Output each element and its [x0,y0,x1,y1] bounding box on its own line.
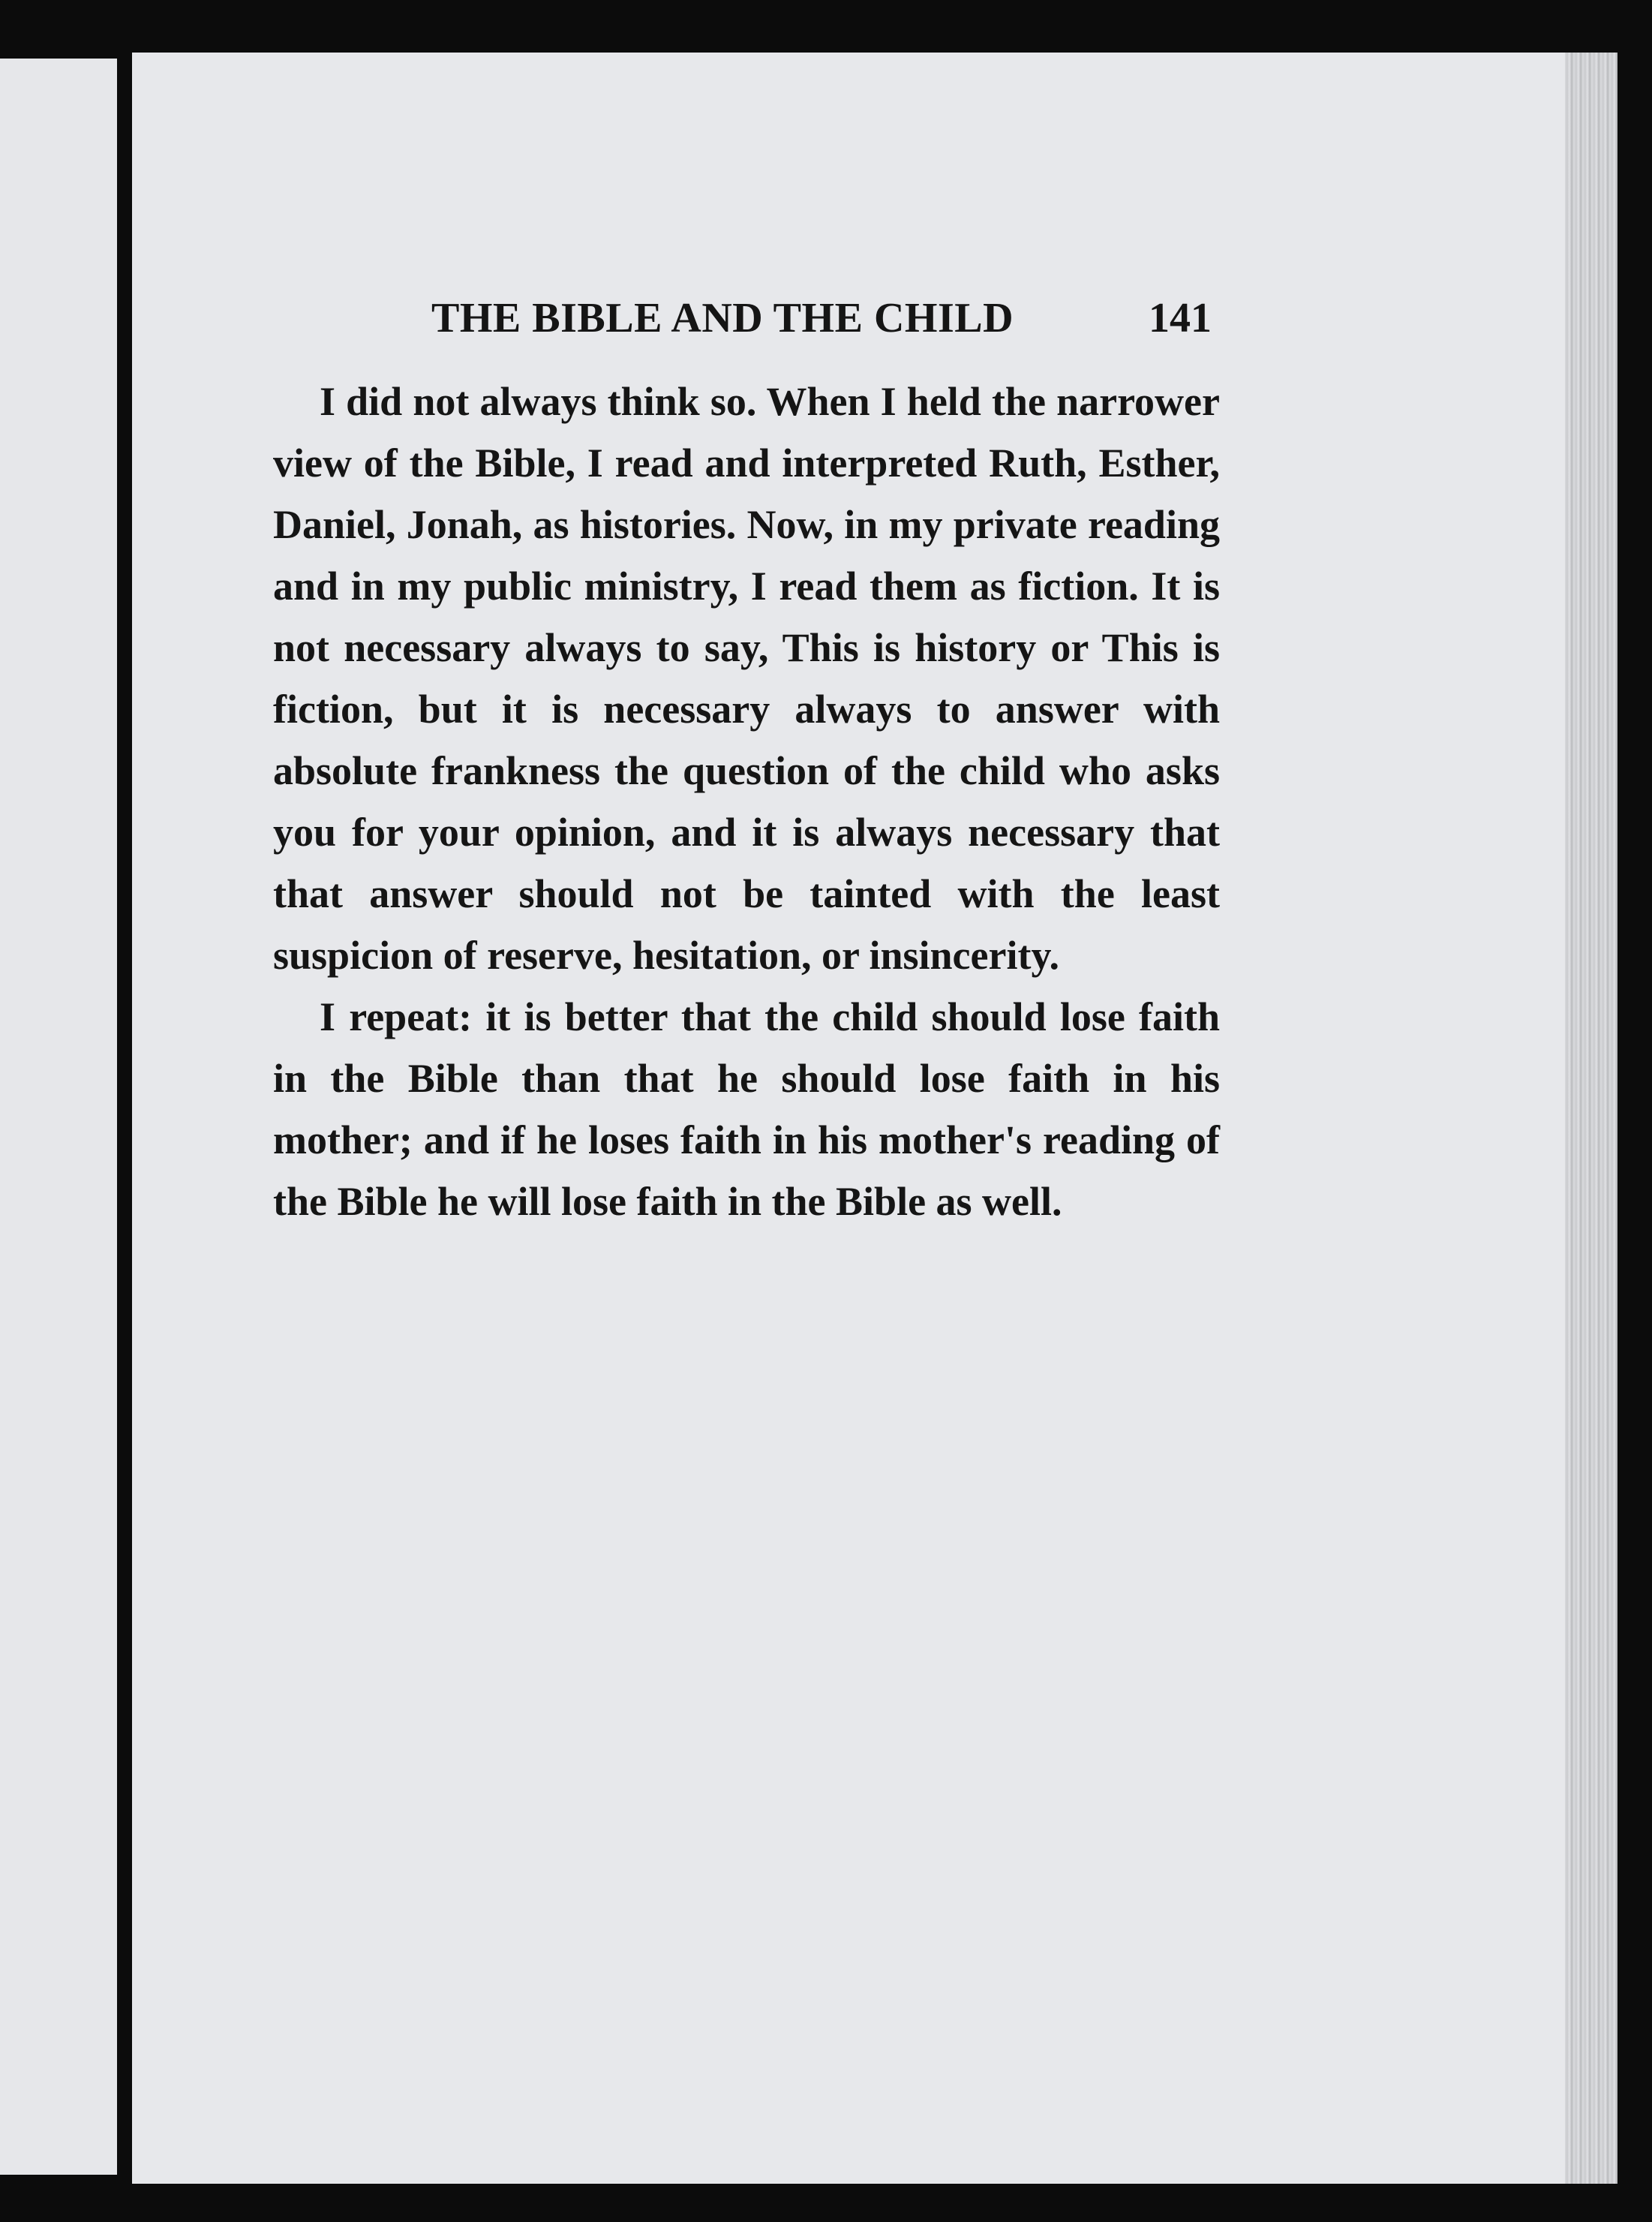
running-head: THE BIBLE AND THE CHILD [431,295,1014,341]
facing-page-edge [0,59,117,2175]
body-text [273,371,1220,1232]
paragraph: I repeat: it is better that the child should lose faith in the Bible than that he should lose faith in his mother; and if he loses faith in his mother's reading of the Bible he will lose faith in the Bible as well. [273,994,1220,1224]
page-stack-edge [1565,53,1617,2184]
page-number: 141 [1149,295,1212,341]
paragraph: I did not always think so. When I held the narrower view of the Bible, I read and interpreted Ruth, Esther, Daniel, Jonah, as histories. Now, in my private reading and in my public ministry, I read them as fiction. It is not necessary always to say, This is history or This is fiction, but it is necessary always to answer with absolute frankness the question of the child who asks you for your opinion, and it is always necessary that that answer should not be tainted with the least suspicion of reserve, hesitation, or insincerity. [273,379,1220,978]
page-header [431,294,1212,347]
